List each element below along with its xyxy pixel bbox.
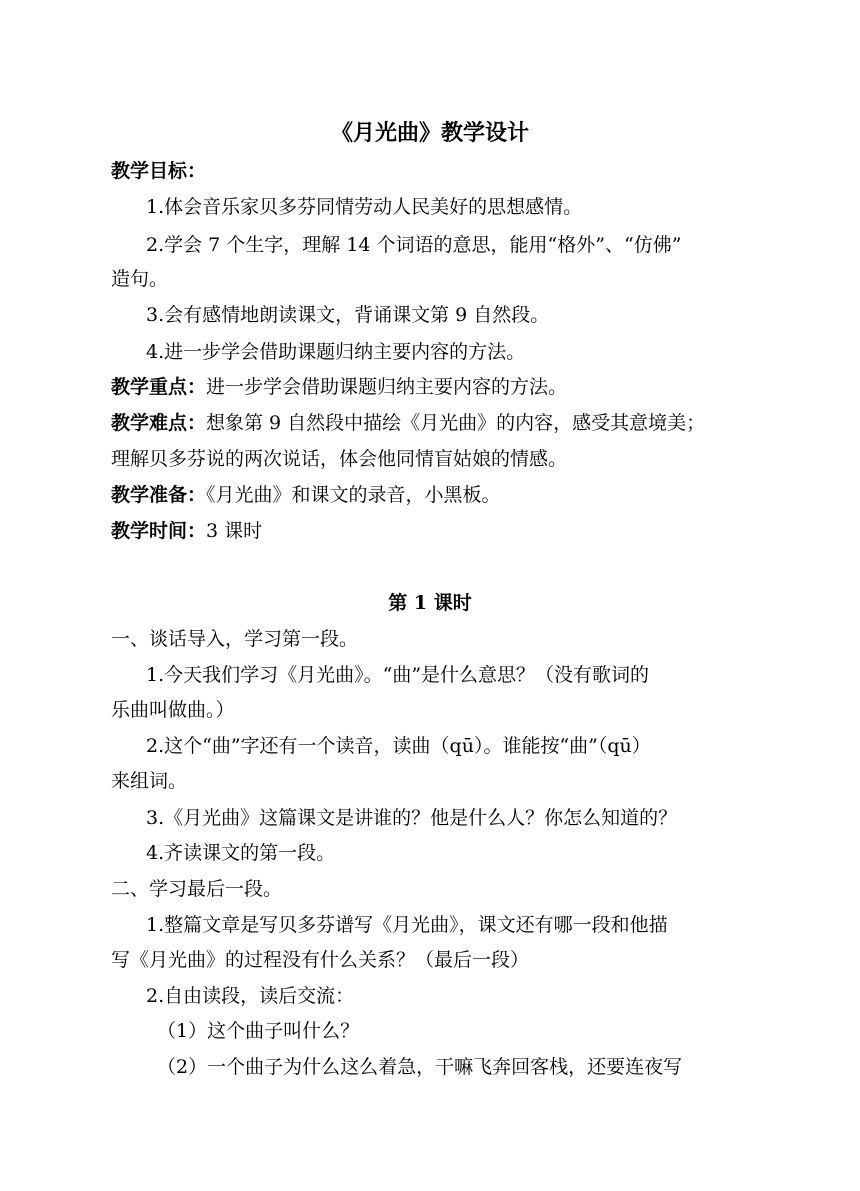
objective-2: 2.学会 7 个生字，理解 14 个词语的意思，能用“格外”、“仿佛” [146, 234, 682, 256]
preparation-label: 教学准备： [111, 484, 207, 506]
question-1: （1）这个曲子叫什么？ [157, 1020, 360, 1042]
s1-item-2-cont: 来组词。 [111, 770, 188, 792]
question-2: （2）一个曲子为什么这么着急，干嘛飞奔回客栈，还要连夜写 [157, 1056, 683, 1078]
preparation [111, 482, 860, 508]
key-point-text: 进一步学会借助课题归纳主要内容的方法。 [206, 376, 568, 398]
s1-item-2: 2.这个“曲”字还有一个读音，读曲（qū）。谁能按“曲”（qū） [146, 735, 651, 757]
key-point [111, 374, 860, 400]
key-point-label: 教学重点： [111, 376, 207, 398]
s1-item-3: 3.《月光曲》这篇课文是讲谁的？他是什么人？你怎么知道的？ [146, 807, 678, 829]
difficulty [111, 410, 860, 436]
difficulty-text-1: 想象第 9 自然段中描绘《月光曲》的内容，感受其意境美； [206, 412, 706, 434]
time-text: 3 课时 [206, 520, 263, 542]
section-1-heading: 一、谈话导入，学习第一段。 [111, 628, 359, 650]
objective-4: 4.进一步学会借助课题归纳主要内容的方法。 [146, 341, 526, 363]
s1-item-1: 1.今天我们学习《月光曲》。“曲”是什么意思？（没有歌词的 [146, 664, 650, 686]
lesson-heading: 第 1 课时 [388, 592, 472, 614]
difficulty-label: 教学难点： [111, 412, 207, 434]
s2-item-1-cont: 写《月光曲》的过程没有什么关系？（最后一段） [111, 949, 530, 971]
objective-2-cont: 造句。 [111, 268, 169, 290]
preparation-text: 《月光曲》和课文的录音，小黑板。 [206, 484, 501, 506]
document-title: 《月光曲》教学设计 [330, 120, 529, 146]
teaching-time [111, 518, 860, 544]
time-label: 教学时间： [111, 520, 207, 542]
objective-3: 3.会有感情地朗读课文，背诵课文第 9 自然段。 [146, 304, 550, 326]
objectives-label: 教学目标： [111, 160, 207, 182]
s1-item-1-cont: 乐曲叫做曲。） [111, 699, 235, 721]
section-2-heading: 二、学习最后一段。 [111, 878, 283, 900]
s1-item-4: 4.齐读课文的第一段。 [146, 842, 336, 864]
s2-item-1: 1.整篇文章是写贝多芬谱写《月光曲》，课文还有哪一段和他描 [146, 914, 668, 936]
s2-item-2: 2.自由读段，读后交流： [146, 985, 355, 1007]
difficulty-text-2: 理解贝多芬说的两次说话，体会他同情盲姑娘的情感。 [111, 448, 568, 470]
objective-1: 1.体会音乐家贝多芬同情劳动人民美好的思想感情。 [146, 196, 583, 218]
